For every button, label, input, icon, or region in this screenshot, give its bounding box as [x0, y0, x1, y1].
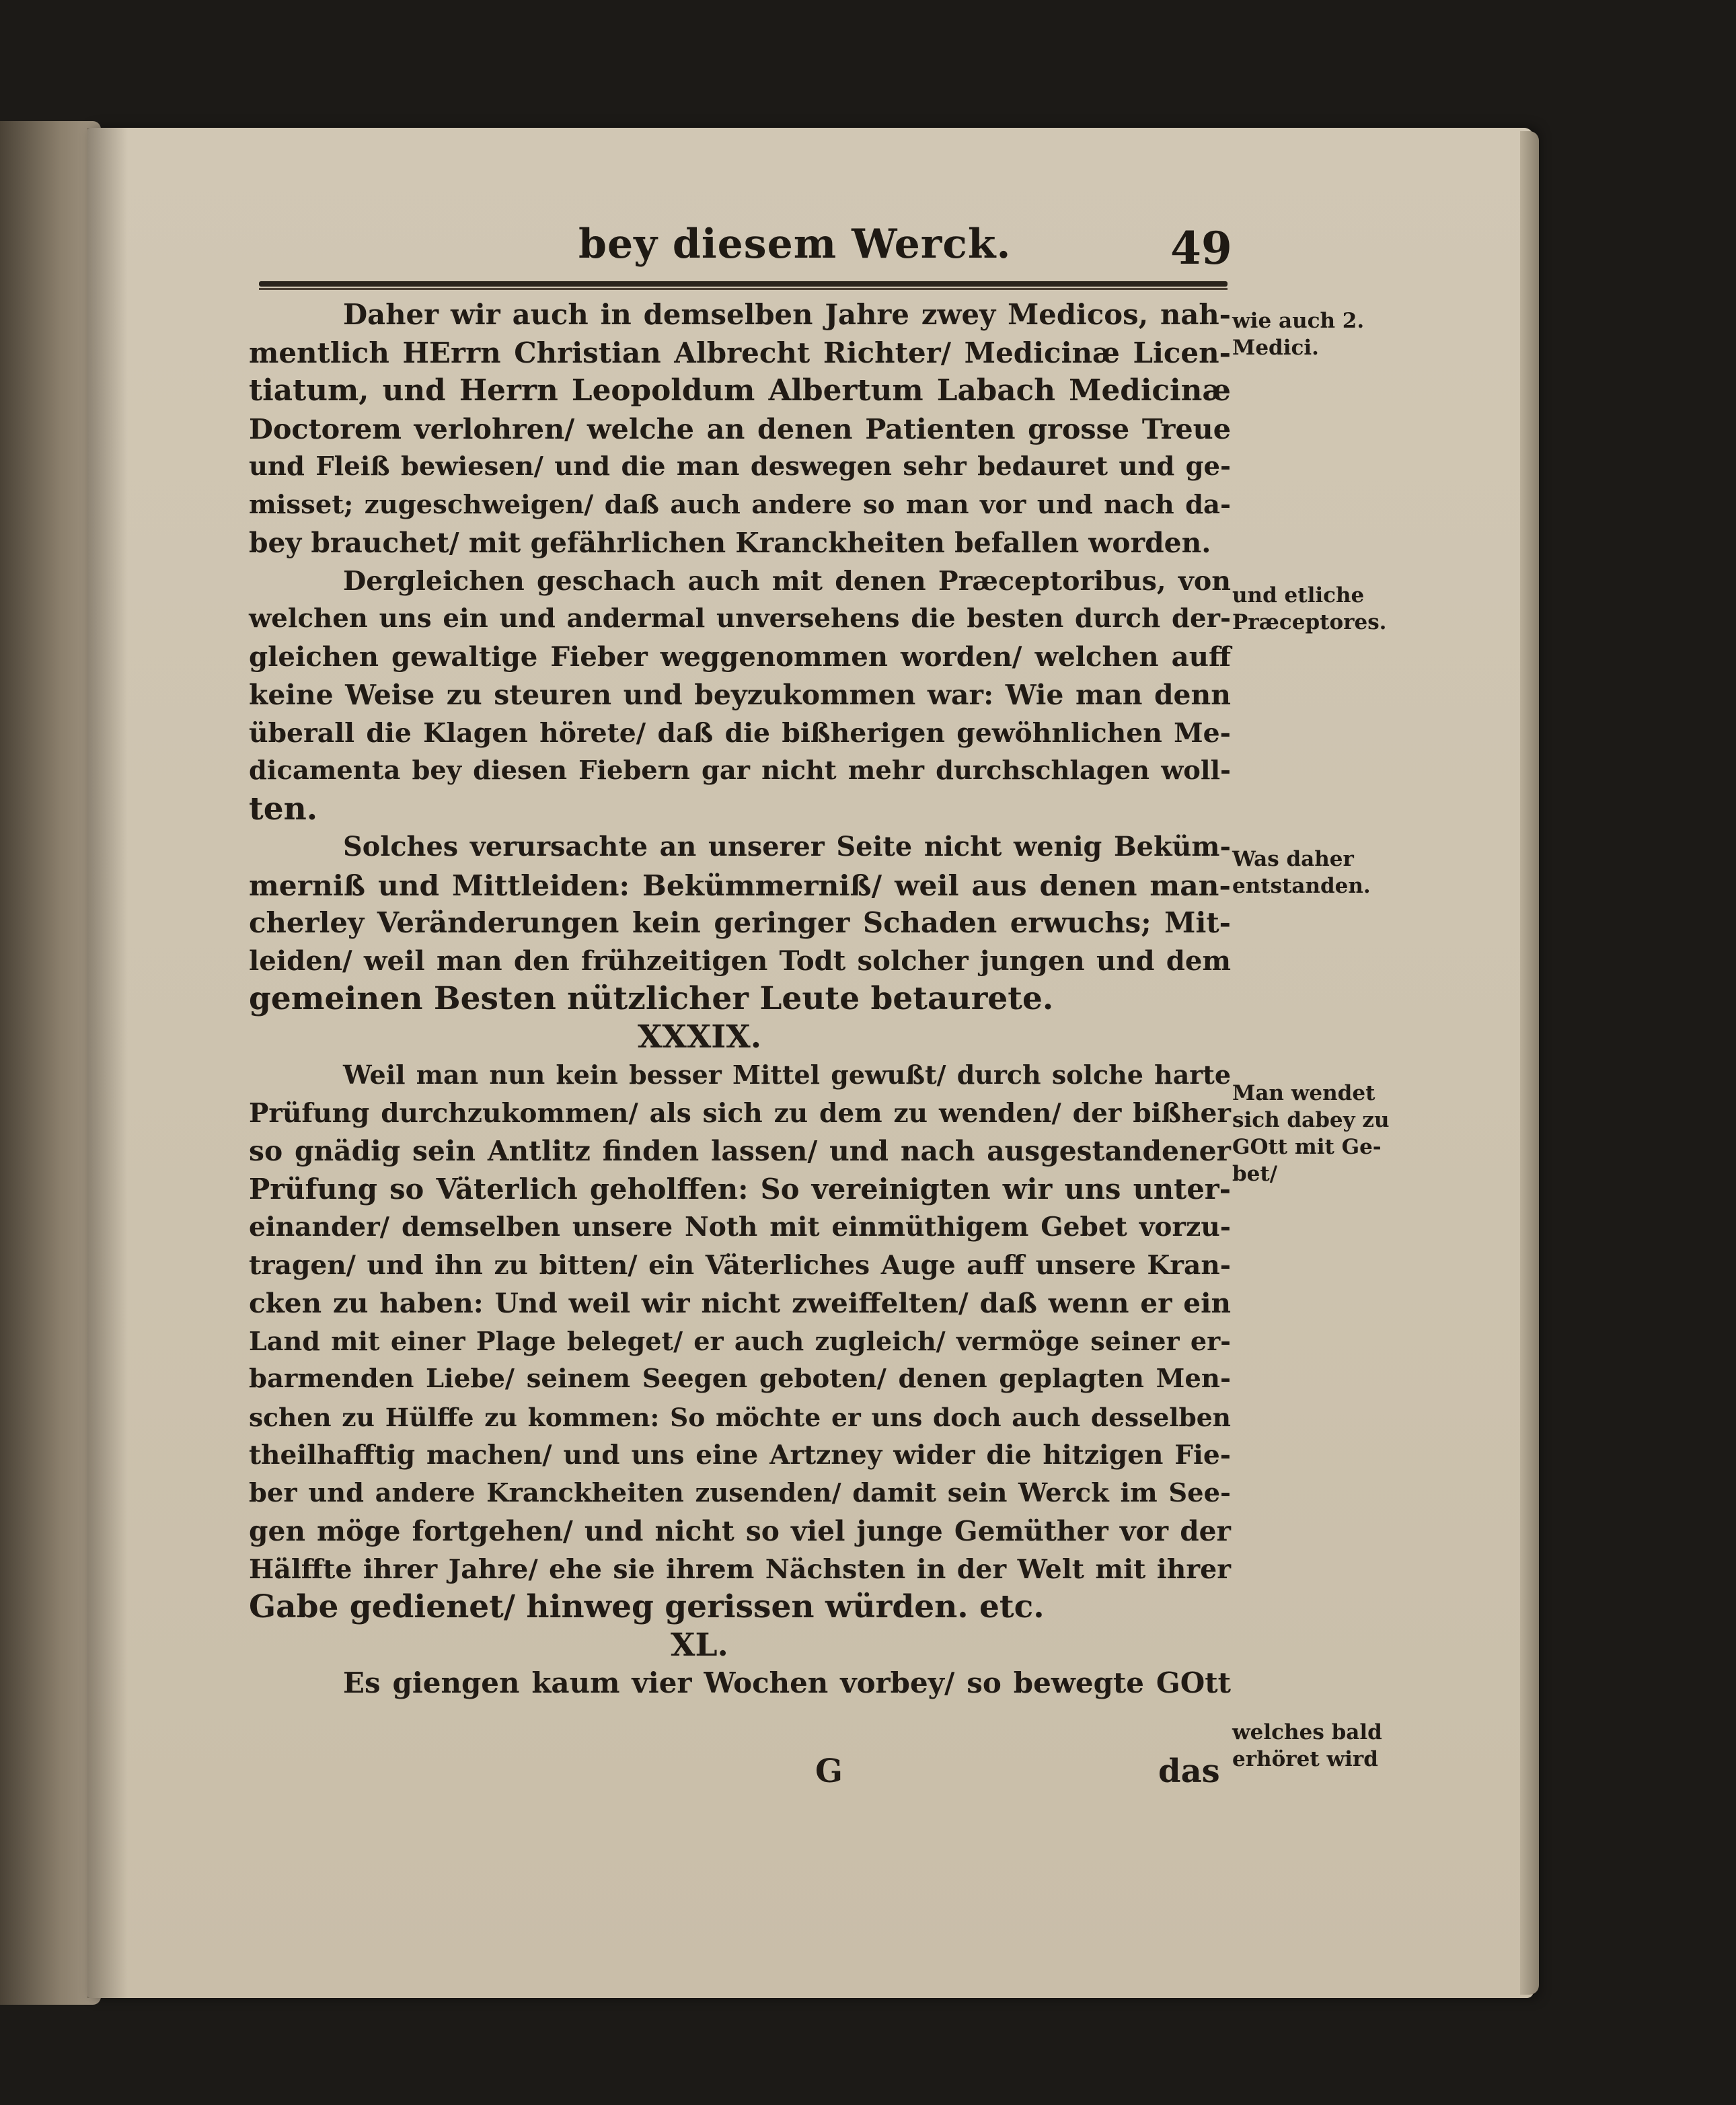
text-line: überall die Klagen hörete/ daß die bißherigen gewöhnlichen Me-	[249, 717, 1231, 749]
text-line: tragen/ und ihn zu bitten/ ein Väterliches Auge auff unsere Kran-	[249, 1249, 1231, 1281]
text-line: gen möge fortgehen/ und nicht so viel junge Gemüther vor der	[249, 1515, 1231, 1547]
text-line: welchen uns ein und andermal unversehens die besten durch der-	[249, 603, 1231, 634]
text-line: cherley Veränderungen kein geringer Schaden erwuchs; Mit-	[249, 906, 1231, 939]
margin-note-line: Man wendet	[1232, 1081, 1375, 1105]
text-line: Es giengen kaum vier Wochen vorbey/ so bewegte GOtt	[343, 1666, 1231, 1699]
text-line: Doctorem verlohren/ welche an denen Patienten grosse Treue	[249, 412, 1231, 445]
text-line: Solches verursachte an unserer Seite nicht wenig Beküm-	[343, 832, 1231, 862]
text-line: Prüfung durchzukommen/ als sich zu dem zu wenden/ der bißher	[249, 1097, 1231, 1129]
section-number: XXXIX.	[637, 1018, 762, 1056]
text-line: cken zu haben: Und weil wir nicht zweiffelten/ daß wenn er ein	[249, 1287, 1231, 1319]
text-line: barmenden Liebe/ seinem Seegen geboten/ denen geplagten Men-	[249, 1364, 1231, 1394]
text-line: ten.	[249, 790, 318, 827]
signature-mark: G	[815, 1752, 843, 1790]
text-line: theilhafftig machen/ und uns eine Artzney wider die hitzigen Fie-	[249, 1440, 1231, 1471]
text-line: einander/ demselben unsere Noth mit einmüthigem Gebet vorzu-	[249, 1212, 1231, 1243]
text-line: mentlich HErrn Christian Albrecht Richter/ Medicinæ Licen-	[249, 336, 1231, 369]
text-line: gemeinen Besten nützlicher Leute betaurete.	[249, 980, 1054, 1017]
text-line: bey brauchet/ mit gefährlichen Kranckheiten befallen worden.	[249, 527, 1211, 559]
margin-note	[1232, 582, 1407, 636]
text-line: Daher wir auch in demselben Jahre zwey Medicos, nah-	[343, 298, 1231, 331]
margin-note-line: Præceptores.	[1232, 610, 1387, 634]
text-line: misset; zugeschweigen/ daß auch andere so man vor und nach da-	[249, 489, 1231, 520]
margin-note	[1232, 846, 1407, 899]
text-line: und Fleiß bewiesen/ und die man deswegen sehr bedauret und ge-	[249, 451, 1231, 482]
margin-note	[1232, 307, 1407, 361]
margin-note-line: Was daher	[1232, 847, 1354, 871]
text-line: gleichen gewaltige Fieber weggenommen worden/ welchen auff	[249, 640, 1231, 673]
text-line: Hälffte ihrer Jahre/ ehe sie ihrem Nächsten in der Welt mit ihrer	[249, 1553, 1231, 1585]
text-line: leiden/ weil man den frühzeitigen Todt solcher jungen und dem	[249, 945, 1231, 977]
body-text	[249, 296, 1231, 1703]
margin-note-line: erhöret wird	[1232, 1747, 1378, 1771]
header-rule	[259, 281, 1228, 287]
margin-note-line: GOtt mit Ge-	[1232, 1135, 1382, 1159]
margin-note-line: wie auch 2.	[1232, 309, 1365, 333]
margin-note-line: sich dabey zu	[1232, 1108, 1390, 1132]
text-line: ber und andere Kranckheiten zusenden/ damit sein Werck im See-	[249, 1477, 1231, 1508]
section-number: XL.	[671, 1626, 728, 1664]
text-line: dicamenta bey diesen Fiebern gar nicht mehr durchschlagen woll-	[249, 755, 1231, 786]
page-number: 49	[1170, 222, 1232, 274]
margin-note-line: entstanden.	[1232, 874, 1371, 898]
text-line: Prüfung so Väterlich geholffen: So vereinigten wir uns unter-	[249, 1172, 1231, 1206]
margin-note-line: welches bald	[1232, 1720, 1382, 1744]
margin-note-line: und etliche	[1232, 583, 1365, 607]
text-line: schen zu Hülffe zu kommen: So möchte er uns doch auch desselben	[249, 1402, 1231, 1432]
text-line: so gnädig sein Antlitz finden lassen/ und nach ausgestandener	[249, 1135, 1231, 1167]
text-line: Dergleichen geschach auch mit denen Præceptoribus, von	[343, 565, 1231, 597]
text-line: Land mit einer Plage beleget/ er auch zugleich/ vermöge seiner er-	[249, 1325, 1231, 1356]
header-rule-thin	[259, 288, 1228, 290]
text-line: keine Weise zu steuren und beyzukommen war: Wie man denn	[249, 679, 1231, 711]
text-line: merniß und Mittleiden: Bekümmerniß/ weil aus denen man-	[249, 868, 1231, 902]
text-line: Weil man nun kein besser Mittel gewußt/ durch solche harte	[343, 1060, 1231, 1090]
text-line: Gabe gedienet/ hinweg gerissen würden. etc.	[249, 1588, 1045, 1625]
margin-note-line: bet/	[1232, 1162, 1278, 1186]
margin-note	[1232, 1719, 1407, 1773]
margin-note-line: Medici.	[1232, 336, 1319, 360]
margin-note	[1232, 1080, 1407, 1187]
facing-page-edge	[0, 121, 101, 2005]
running-title: bey diesem Werck.	[578, 221, 1012, 268]
page-gutter-shadow	[87, 128, 128, 1998]
catchword: das	[1158, 1752, 1220, 1790]
page-fore-edge	[1520, 131, 1539, 1995]
text-line: tiatum, und Herrn Leopoldum Albertum Labach Medicinæ	[249, 373, 1231, 408]
